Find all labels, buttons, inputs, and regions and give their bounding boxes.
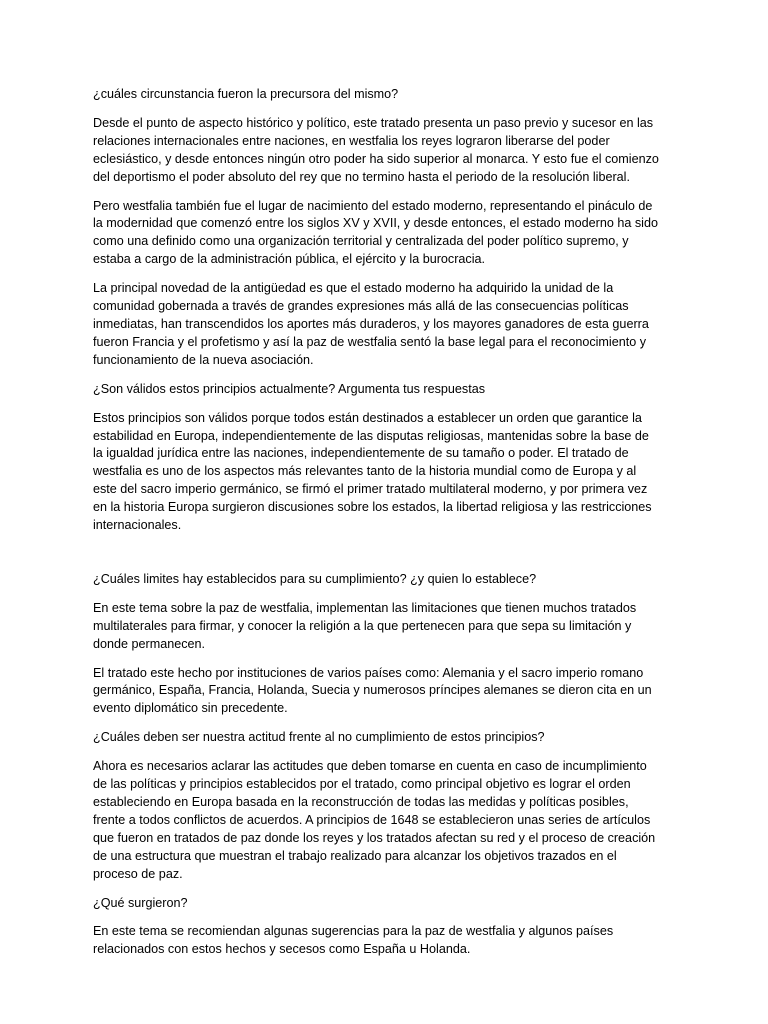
paragraph: Desde el punto de aspecto histórico y político, este tratado presenta un paso previo y sucesor en las relaciones internacionales entre naciones, en westfalia los reyes lograron liberarse del poder eclesiástico, y desde entonces ningún otro poder ha sido superior al monarca. Y esto fue el comienzo del deportismo el poder absoluto del rey que no termino hasta el periodo de la resolución liberal. [93,115,659,184]
question-heading: ¿Son válidos estos principios actualmente? Argumenta tus respuestas [93,381,486,396]
question-heading: ¿Cuáles deben ser nuestra actitud frente al no cumplimiento de estos principios? [93,730,545,745]
question-heading: ¿cuáles circunstancia fueron la precursora del mismo? [93,87,399,101]
paragraph: En este tema se recomiendan algunas sugerencias para la paz de westfalia y algunos países relacionados con estos hechos y secesos como España u Holanda. [93,924,614,957]
paragraph: La principal novedad de la antigüedad es que el estado moderno ha adquirido la unidad de la comunidad gobernada a través de grandes expresiones más allá de las consecuencias políticas inmediatas, han transcendidos los aportes más duraderos, y los mayores ganadores de esta guerra fueron Francia y el profetismo y así la paz de westfalia sentó la base legal para el reconocimiento y funcionamiento de la nueva asociación. [93,281,649,367]
question-heading: ¿Cuáles limites hay establecidos para su cumplimiento? ¿y quien lo establece? [93,571,537,586]
paragraph: Estos principios son válidos porque todos están destinados a establecer un orden que garantice la estabilidad en Europa, independientemente de las disputas religiosas, mantenidas sobre la base de la igualdad jurídica entre las naciones, independientemente de su tamaño o poder. El tratado de westfalia es uno de los aspectos más relevantes tanto de la historia mundial como de Europa y al este del sacro imperio germánico, se firmó el primer tratado multilateral moderno, y por primera vez en la historia Europa surgieron discusiones sobre los estados, la libertad religiosa y las restricciones internacionales. [93,410,652,533]
paragraph: Ahora es necesarios aclarar las actitudes que deben tomarse en cuenta en caso de incumplimiento de las políticas y principios establecidos por el tratado, como principal objetivo es lograr el orden estableciendo en Europa basada en la reconstrucción de todas las medidas y políticas posibles, frente a todos conflictos de acuerdos. A principios de 1648 se establecieron unas series de artículos que fueron en tratados de paz donde los reyes y los tratados afectan su red y el proceso de creación de una estructura que muestran el trabajo realizado para alcanzar los objetivos trazados en el proceso de paz. [93,759,656,881]
question-heading: ¿Qué surgieron? [93,895,188,910]
paragraph: En este tema sobre la paz de westfalia, implementan las limitaciones que tienen muchos tratados multilaterales para firmar, y conocer la religión a la que pertenecen para que sepa su limitación y donde permanecen. [93,600,637,651]
blank-line [93,546,682,571]
paragraph: El tratado este hecho por instituciones de varios países como: Alemania y el sacro imperio romano germánico, España, Francia, Holanda, Suecia y numerosos príncipes alemanes se dieron cita en un evento diplomático sin precedente. [93,665,652,716]
paragraph: Pero westfalia también fue el lugar de nacimiento del estado moderno, representando el pináculo de la modernidad que comenzó entre los siglos XV y XVII, y desde entonces, el estado moderno ha sido como una definido como una organización territorial y centralizada del poder político supremo, y estaba a cargo de la administración pública, el ejército y la burocracia. [93,198,658,267]
